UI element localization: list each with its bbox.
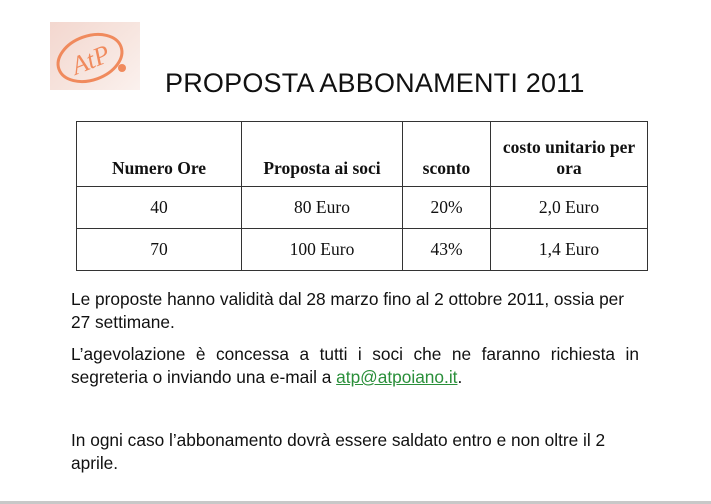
header-costo-unitario: costo unitario per ora bbox=[491, 122, 648, 187]
agevolazione-text: L’agevolazione è concessa a tutti i soci che ne faranno richiesta in segreteria o inviando una e-mail a bbox=[71, 344, 639, 387]
cell-sconto: 20% bbox=[403, 187, 491, 229]
agevolazione-end: . bbox=[457, 367, 463, 387]
header-proposta: Proposta ai soci bbox=[242, 122, 403, 187]
cell-costo: 1,4 Euro bbox=[491, 229, 648, 271]
page-title: PROPOSTA ABBONAMENTI 2011 bbox=[165, 68, 585, 98]
cell-proposta: 80 Euro bbox=[242, 187, 403, 229]
cell-ore: 40 bbox=[77, 187, 242, 229]
logo-text bbox=[50, 90, 51, 91]
svg-text:AtP: AtP bbox=[67, 39, 115, 81]
payment-paragraph: In ogni caso l’abbonamento dovrà essere saldato entro e non oltre il 2 aprile. bbox=[71, 430, 606, 473]
header-numero-ore: Numero Ore bbox=[77, 122, 242, 187]
cell-sconto: 43% bbox=[403, 229, 491, 271]
header-sconto: sconto bbox=[403, 122, 491, 187]
table-row bbox=[77, 229, 648, 271]
cell-costo: 2,0 Euro bbox=[491, 187, 648, 229]
cell-ore: 70 bbox=[77, 229, 242, 271]
atp-logo bbox=[50, 22, 140, 90]
validity-paragraph: Le proposte hanno validità dal 28 marzo fino al 2 ottobre 2011, ossia per 27 settimane. bbox=[71, 289, 625, 332]
email-link[interactable]: atp@atpoiano.it bbox=[336, 367, 458, 387]
subscription-table bbox=[76, 121, 648, 271]
cell-proposta: 100 Euro bbox=[242, 229, 403, 271]
agevolazione-paragraph bbox=[71, 343, 639, 389]
table-row bbox=[77, 187, 648, 229]
table-header-row bbox=[77, 122, 648, 187]
